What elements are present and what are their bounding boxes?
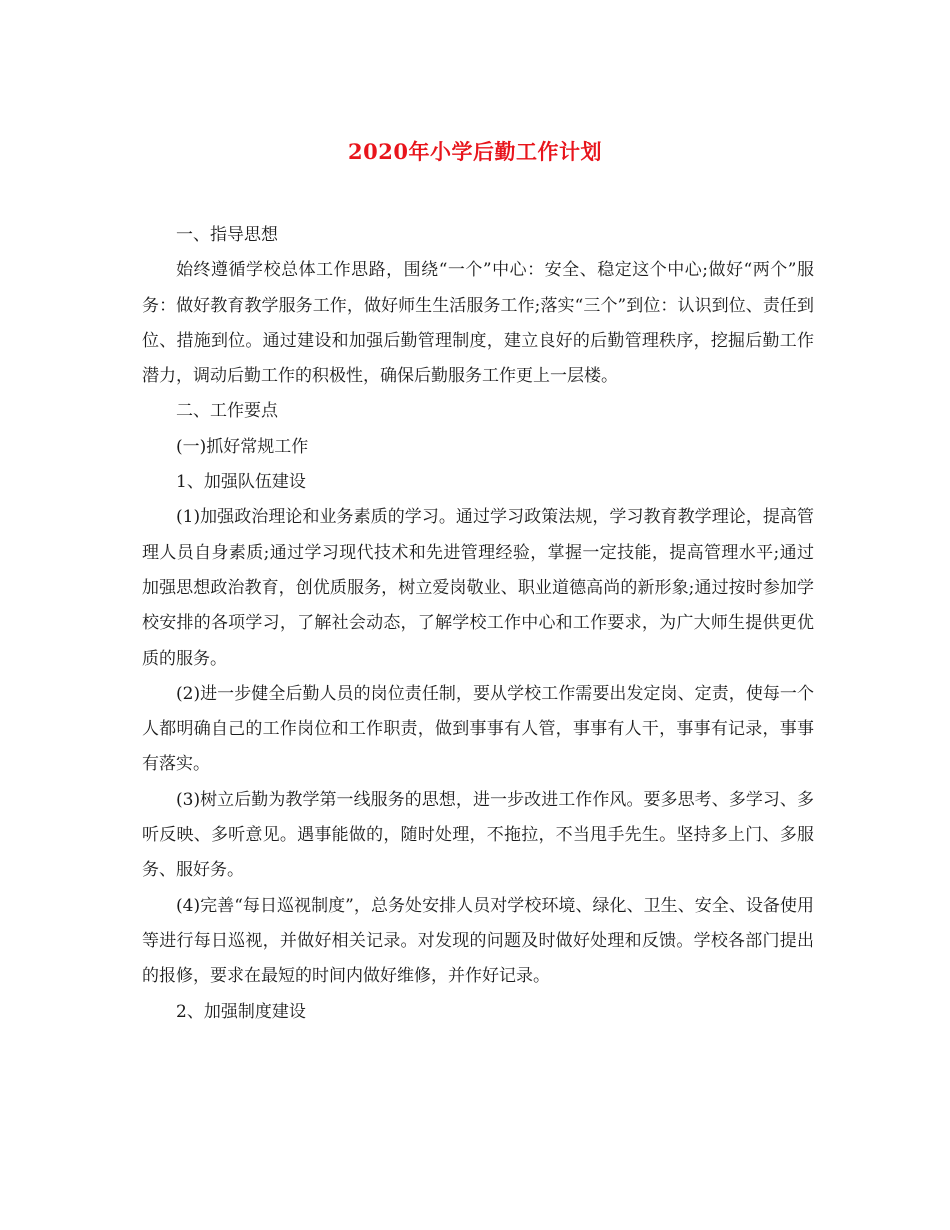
heading-guiding-ideology: 一、指导思想 (176, 225, 278, 245)
paragraph-guiding-ideology: 始终遵循学校总体工作思路，围绕“一个”中心：安全、稳定这个中心;做好“两个”服务：做好教育教学服务工作，做好师生生活服务工作;落实“三个”到位：认识到位、责任到位、措施到位。通过建设和加强后勤管理制度，建立良好的后勤管理秩序，挖掘后勤工作潜力，调动后勤工作的积极性，确保后勤服务工作更上一层楼。 (142, 260, 814, 387)
paragraph-item-2: (2)进一步健全后勤人员的岗位责任制，要从学校工作需要出发定岗、定责，使每一个人都明确自己的工作岗位和工作职责，做到事事有人管，事事有人干，事事有记录，事事有落实。 (142, 683, 814, 775)
document-title: 2020年小学后勤工作计划 (348, 139, 602, 164)
paragraph-item-1: (1)加强政治理论和业务素质的学习。通过学习政策法规，学习教育教学理论，提高管理人员自身素质;通过学习现代技术和先进管理经验，掌握一定技能，提高管理水平;通过加强思想政治教育，创优质服务，树立爱岗敬业、职业道德高尚的新形象;通过按时参加学校安排的各项学习，了解社会动态，了解学校工作中心和工作要求，为广大师生提供更优质的服务。 (142, 507, 814, 669)
document-body (142, 218, 814, 1030)
subheading-team-building: 1、加强队伍建设 (176, 472, 306, 493)
paragraph-item-3: (3)树立后勤为教学第一线服务的思想，进一步改进工作作风。要多思考、多学习、多听反映、多听意见。遇事能做的，随时处理，不拖拉，不当甩手先生。坚持多上门、多服务、服好务。 (142, 789, 814, 881)
subheading-routine-work: (一)抓好常规工作 (176, 436, 309, 457)
heading-work-points: 二、工作要点 (176, 401, 278, 422)
paragraph-item-4: (4)完善“每日巡视制度”，总务处安排人员对学校环境、绿化、卫生、安全、设备使用等进行每日巡视，并做好相关记录。对发现的问题及时做好处理和反馈。学校各部门提出的报修，要求在最短的时间内做好维修，并作好记录。 (142, 895, 814, 987)
subheading-system-building: 2、加强制度建设 (176, 1001, 306, 1022)
